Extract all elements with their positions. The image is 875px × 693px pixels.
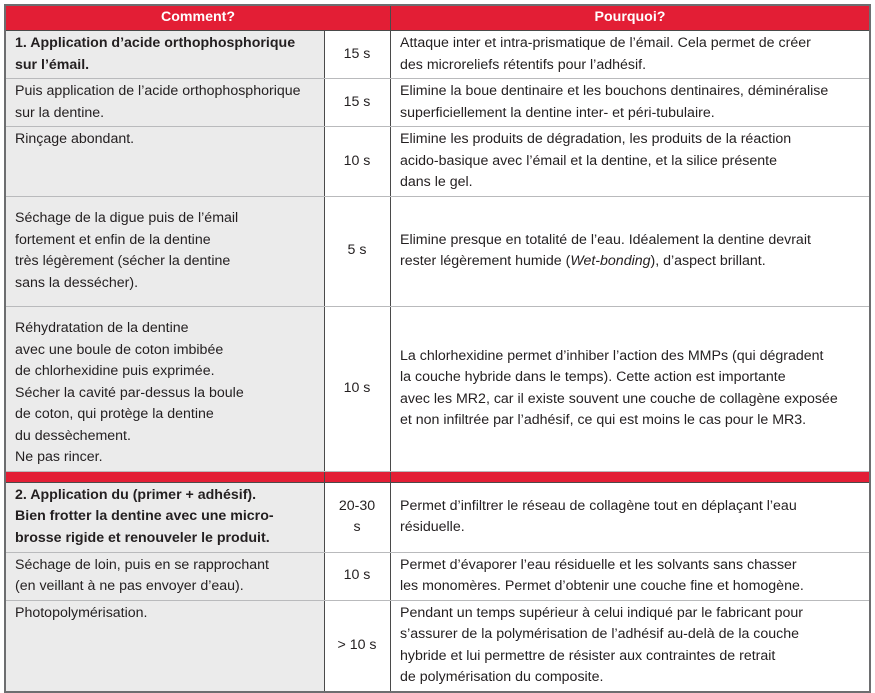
table-row <box>5 127 870 197</box>
text-line: La chlorhexidine permet d’inhiber l’action des MMPs (qui dégradent <box>400 347 824 364</box>
text-line: dans le gel. <box>400 174 473 190</box>
step-reason <box>391 600 871 692</box>
text-line: très légèrement (sécher la dentine <box>15 253 231 269</box>
italic-term: Wet-bonding <box>570 253 651 269</box>
table-row <box>5 600 870 692</box>
text-line: acido-basique avec l’émail et la dentine, et la silice présente <box>400 152 777 169</box>
step-description <box>5 600 325 692</box>
step-description <box>5 552 325 600</box>
step-reason <box>391 31 871 79</box>
text-line: avec les MR2, car il existe souvent une couche de collagène exposée <box>400 390 838 407</box>
header-row <box>5 5 870 31</box>
divider-cell <box>325 471 391 482</box>
step-description <box>5 306 325 471</box>
text-line: superficiellement la dentine inter- et péri-tubulaire. <box>400 104 715 121</box>
text-segment: rester légèrement humide ( <box>400 253 571 269</box>
table-row <box>5 552 870 600</box>
text-line: (en veillant à ne pas envoyer d’eau). <box>15 578 244 594</box>
step-reason <box>391 306 871 471</box>
table-row <box>5 482 870 552</box>
text-line: et non infiltrée par l’adhésif, ce qui est moins le cas pour le MR3. <box>400 412 807 428</box>
header-comment: Comment? <box>5 5 391 31</box>
text-line: Ne pas rincer. <box>15 449 103 465</box>
text-line: des microreliefs rétentifs pour l’adhésif. <box>400 56 647 73</box>
step-duration: 5 s <box>325 196 391 306</box>
step-description <box>5 79 325 127</box>
text-line: brosse rigide et renouveler le produit. <box>15 529 270 546</box>
text-line: Photopolymérisation. <box>15 604 148 621</box>
text-line: Sécher la cavité par-dessus la boule <box>15 384 244 401</box>
text-line: sur l’émail. <box>15 56 90 73</box>
text-line: Séchage de la digue puis de l’émail <box>15 210 239 226</box>
text-line: sur la dentine. <box>15 104 105 121</box>
text-line: hybride et lui permettre de résister aux contraintes de retrait <box>400 647 776 664</box>
text-line: Permet d’infiltrer le réseau de collagène tout en déplaçant l’eau <box>400 497 797 514</box>
step-duration: 15 s <box>325 79 391 127</box>
step-reason <box>391 79 871 127</box>
step-duration: 10 s <box>325 127 391 197</box>
step-duration: 15 s <box>325 31 391 79</box>
text-line: de chlorhexidine puis exprimée. <box>15 363 215 379</box>
text-line: Permet d’évaporer l’eau résiduelle et les solvants sans chasser <box>400 556 797 573</box>
step-description <box>5 127 325 197</box>
text-line: Pendant un temps supérieur à celui indiqué par le fabricant pour <box>400 604 804 621</box>
text-line: Rinçage abondant. <box>15 131 135 147</box>
text-line: Puis application de l’acide orthophosphorique <box>15 83 301 99</box>
text-segment: ), d’aspect brillant. <box>650 253 766 269</box>
step-duration: > 10 s <box>325 600 391 692</box>
text-line: fortement et enfin de la dentine <box>15 231 211 248</box>
text-line: Elimine la boue dentinaire et les bouchons dentinaires, déminéralise <box>400 83 829 99</box>
step-reason <box>391 127 871 197</box>
text-line: Attaque inter et intra-prismatique de l’émail. Cela permet de créer <box>400 35 811 51</box>
step-description <box>5 482 325 552</box>
table-row <box>5 79 870 127</box>
text-line: s’assurer de la polymérisation de l’adhésif au-delà de la couche <box>400 626 800 642</box>
divider-cell <box>391 471 871 482</box>
text-line: Réhydratation de la dentine <box>15 320 189 336</box>
step-reason <box>391 482 871 552</box>
text-line: Séchage de loin, puis en se rapprochant <box>15 556 269 573</box>
section-divider <box>5 471 870 482</box>
table-row <box>5 31 870 79</box>
table-row <box>5 306 870 471</box>
text-line: avec une boule de coton imbibée <box>15 341 224 358</box>
text-line: la couche hybride dans le temps). Cette action est importante <box>400 369 786 385</box>
text-line: Elimine presque en totalité de l’eau. Idéalement la dentine devrait <box>400 231 811 248</box>
step-reason <box>391 552 871 600</box>
table-row <box>5 196 870 306</box>
step-duration: 10 s <box>325 552 391 600</box>
step-reason <box>391 196 871 306</box>
text-line: Elimine les produits de dégradation, les produits de la réaction <box>400 131 792 147</box>
header-pourquoi: Pourquoi? <box>391 5 871 31</box>
protocol-table <box>4 4 871 693</box>
text-line: du dessèchement. <box>15 427 131 444</box>
step-duration: 10 s <box>325 306 391 471</box>
step-description <box>5 196 325 306</box>
text-line: Bien frotter la dentine avec une micro- <box>15 508 274 525</box>
divider-cell <box>5 471 325 482</box>
text-line: 1. Application d’acide orthophosphorique <box>15 35 296 51</box>
text-line: résiduelle. <box>400 519 465 535</box>
step-description <box>5 31 325 79</box>
text-line <box>400 251 859 273</box>
text-line: 2. Application du (primer + adhésif). <box>15 486 257 503</box>
text-line: sans la dessécher). <box>15 274 139 291</box>
text-line: de coton, qui protège la dentine <box>15 406 214 422</box>
text-line: de polymérisation du composite. <box>400 669 604 685</box>
step-duration: 20-30 s <box>325 482 391 552</box>
text-line: les monomères. Permet d’obtenir une couche fine et homogène. <box>400 578 804 594</box>
